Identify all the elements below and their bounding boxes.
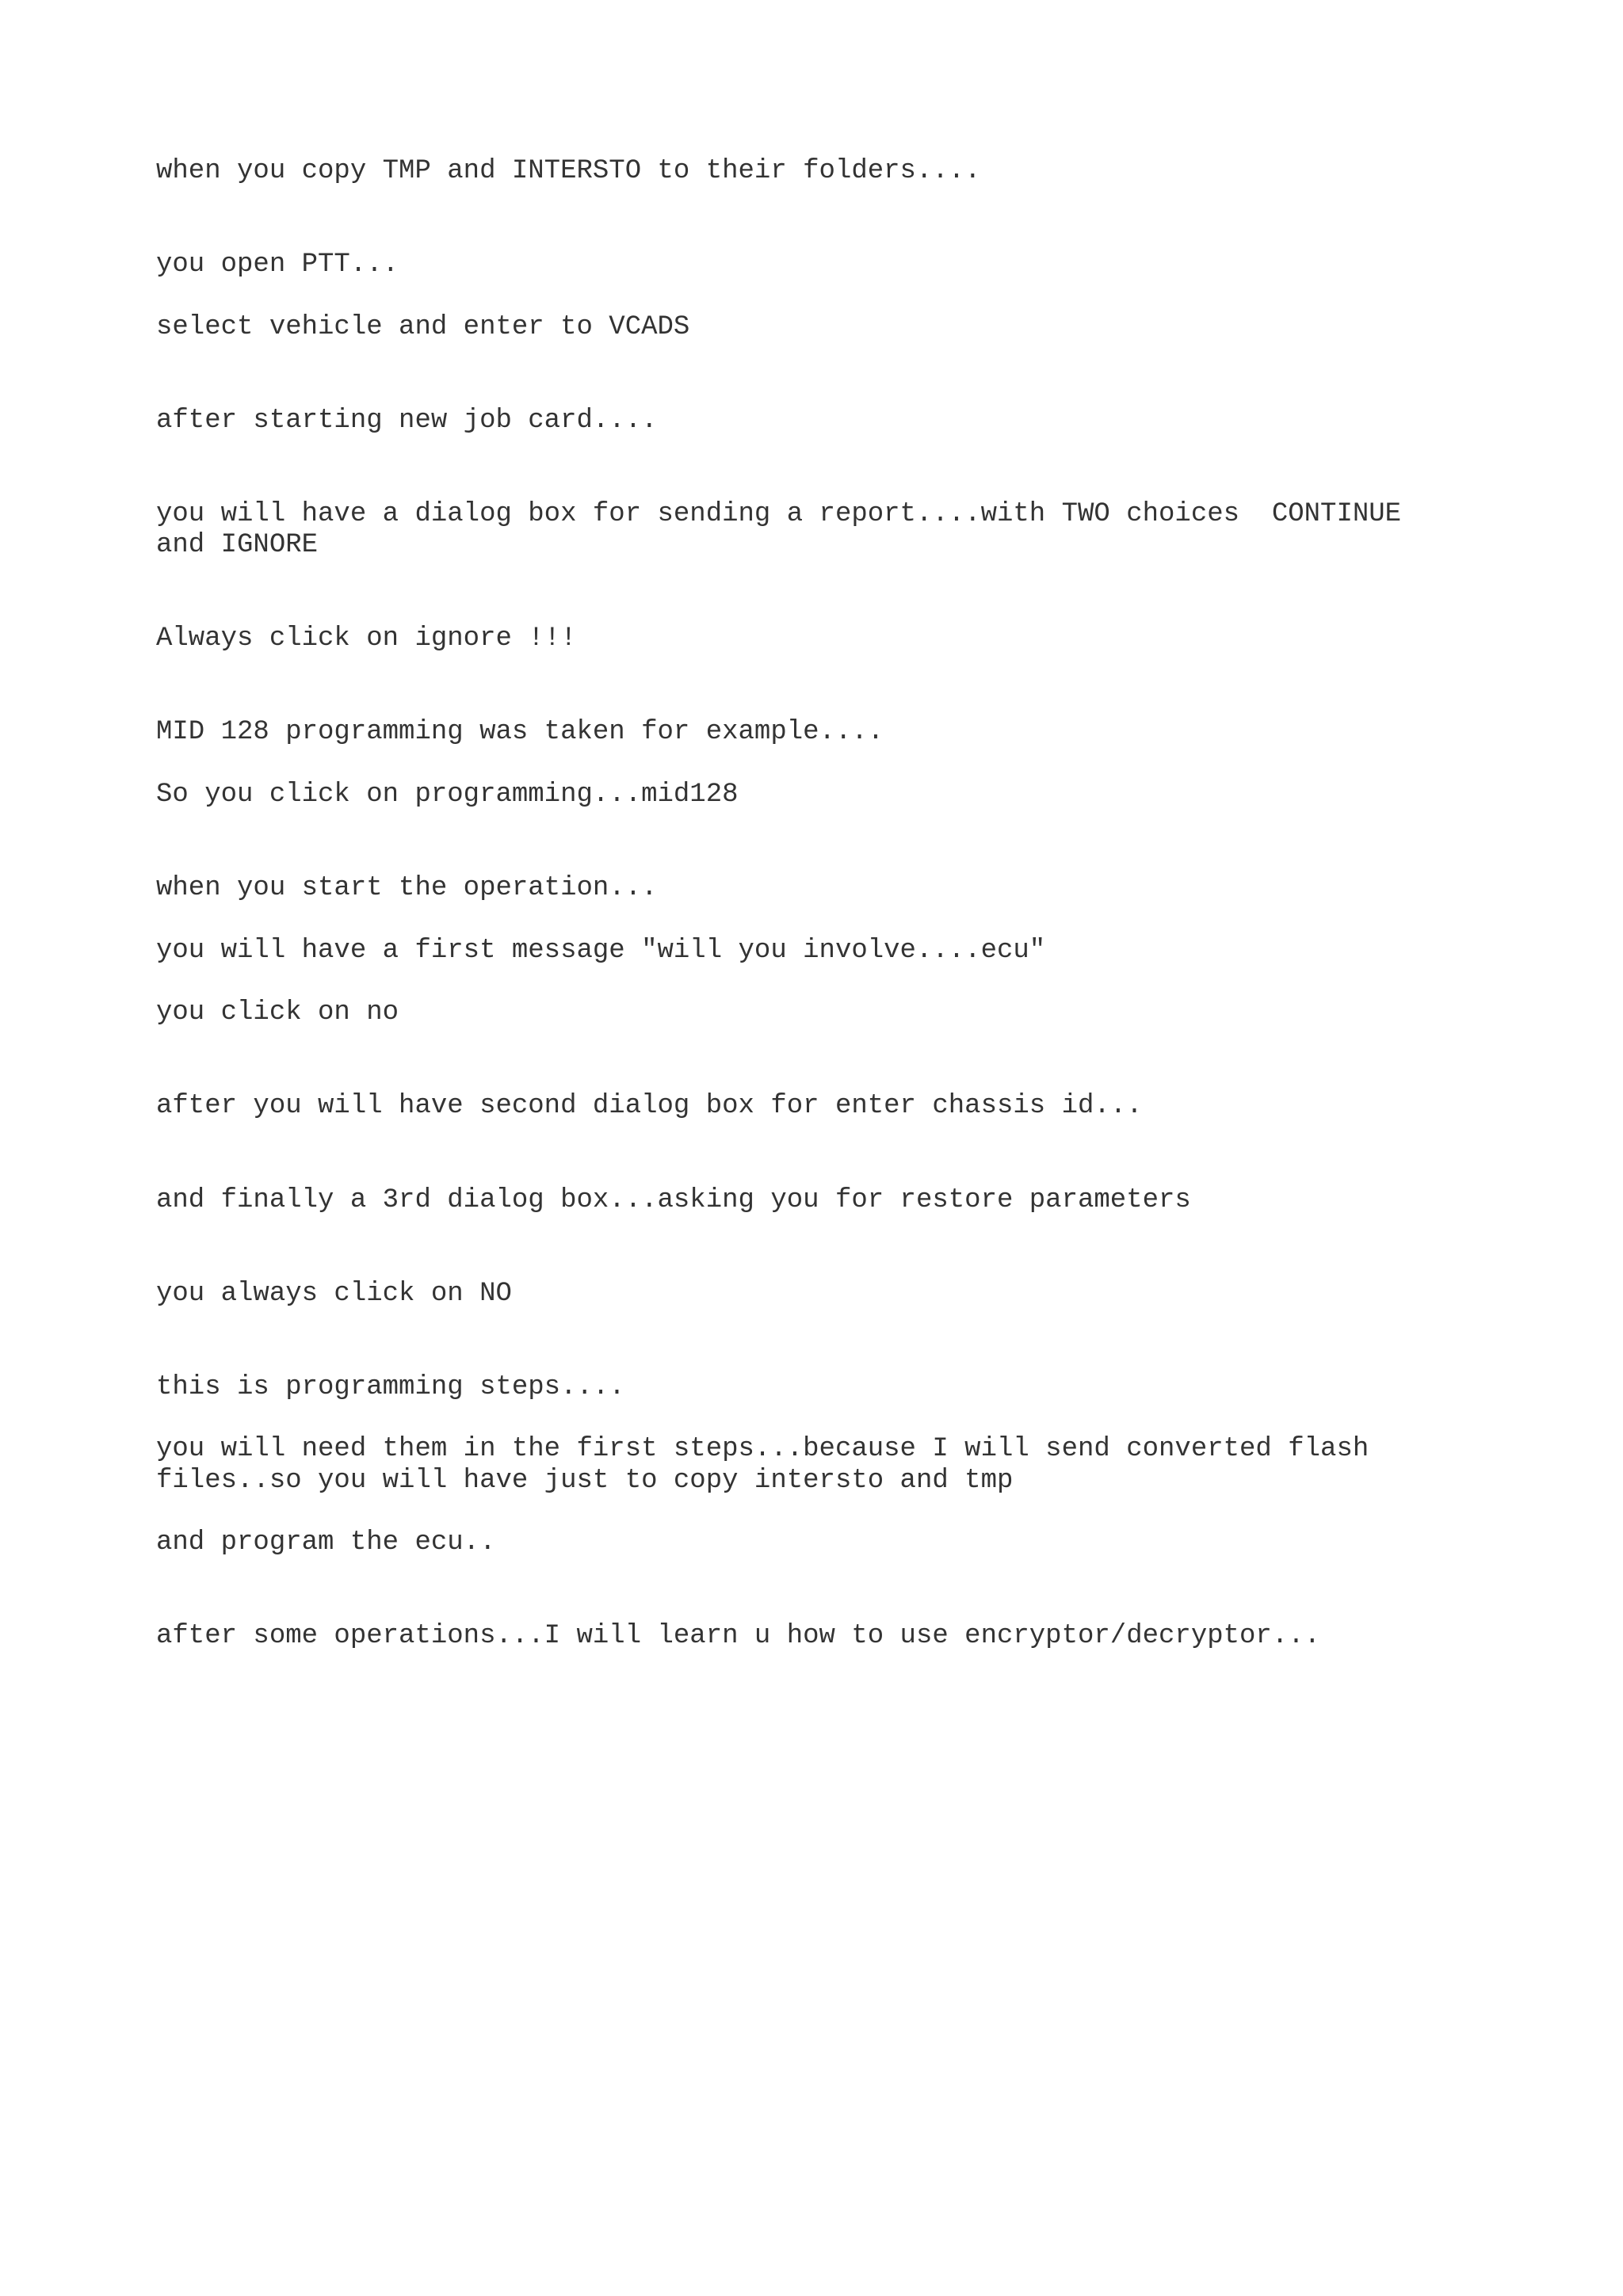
text-line: you open PTT... — [156, 250, 399, 280]
text-line: this is programming steps.... — [156, 1372, 625, 1402]
text-line: Always click on ignore !!! — [156, 624, 577, 654]
text-line: and program the ecu.. — [156, 1527, 496, 1558]
text-line: you will have a dialog box for sending a report....with TWO choices CONTINUE — [156, 499, 1402, 529]
text-line: files..so you will have just to copy intersto and tmp — [156, 1466, 1014, 1496]
text-line: you will need them in the first steps...because I will send converted flash — [156, 1434, 1369, 1464]
text-line: So you click on programming...mid128 — [156, 780, 739, 810]
text-line: and IGNORE — [156, 530, 319, 560]
text-line: when you copy TMP and INTERSTO to their folders.... — [156, 156, 981, 186]
text-line: after some operations...I will learn u how to use encryptor/decryptor... — [156, 1621, 1321, 1651]
text-line: and finally a 3rd dialog box...asking you for restore parameters — [156, 1185, 1191, 1215]
text-line: you will have a first message "will you involve....ecu" — [156, 936, 1046, 966]
text-line: MID 128 programming was taken for example.... — [156, 717, 884, 747]
text-line: after you will have second dialog box for enter chassis id... — [156, 1091, 1143, 1121]
text-line: you click on no — [156, 997, 399, 1028]
text-line: when you start the operation... — [156, 873, 658, 903]
text-line: after starting new job card.... — [156, 406, 658, 436]
text-line: select vehicle and enter to VCADS — [156, 312, 690, 342]
text-line: you always click on NO — [156, 1279, 512, 1309]
